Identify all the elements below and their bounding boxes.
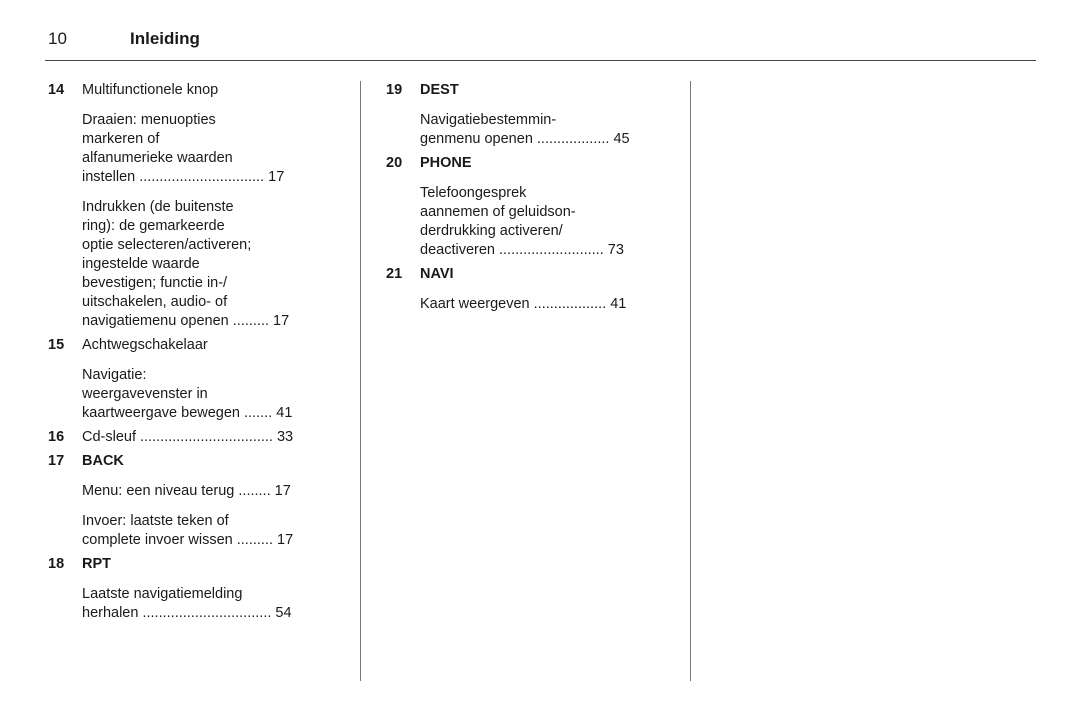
entry-paragraph — [82, 585, 344, 623]
entry-line: Navigatie: — [82, 367, 147, 383]
entry-body — [82, 555, 344, 623]
toc-content — [0, 81, 1078, 681]
entry-line: complete invoer wissen ......... 17 — [82, 532, 294, 548]
entry-label: Achtwegschakelaar — [82, 337, 208, 353]
entry-body — [82, 428, 344, 447]
toc-column-1 — [48, 81, 360, 681]
entry-line: deactiveren .......................... 73 — [420, 242, 624, 258]
entry-line: uitschakelen, audio- of — [82, 294, 228, 310]
toc-entry — [48, 81, 344, 331]
entry-line: kaartweergave bewegen ....... 41 — [82, 405, 293, 421]
entry-body — [82, 336, 344, 423]
entry-label: PHONE — [420, 155, 472, 171]
entry-paragraph — [82, 198, 344, 331]
entry-number: 14 — [48, 82, 65, 98]
toc-column-2 — [361, 81, 690, 681]
toc-entry — [48, 428, 344, 447]
entry-line: Invoer: laatste teken of — [82, 513, 229, 529]
page-header — [0, 0, 1078, 50]
entry-number: 20 — [386, 155, 403, 171]
entry-label: DEST — [420, 82, 459, 98]
entry-line: navigatiemenu openen ......... 17 — [82, 313, 290, 329]
entry-line: herhalen ................................ 54 — [82, 605, 292, 621]
entry-line: weergavevenster in — [82, 386, 208, 402]
entry-line: Draaien: menuopties — [82, 112, 216, 128]
entry-number: 18 — [48, 556, 65, 572]
entry-body — [420, 265, 675, 314]
entry-paragraph — [82, 482, 344, 501]
entry-line: ring): de gemarkeerde — [82, 218, 225, 234]
entry-body — [420, 81, 675, 149]
entry-line: Telefoongesprek — [420, 185, 527, 201]
entry-paragraph — [420, 295, 675, 314]
section-title: Inleiding — [130, 29, 200, 48]
entry-body — [82, 452, 344, 550]
entry-line: instellen ............................... 17 — [82, 169, 285, 185]
entry-line: bevestigen; functie in-/ — [82, 275, 228, 291]
entry-line: alfanumerieke waarden — [82, 150, 233, 166]
entry-paragraph — [420, 184, 675, 260]
entry-label: RPT — [82, 556, 111, 572]
entry-line: markeren of — [82, 131, 160, 147]
toc-entry — [386, 81, 675, 149]
entry-line: genmenu openen .................. 45 — [420, 131, 630, 147]
header-rule — [45, 60, 1036, 61]
entry-line: optie selecteren/activeren; — [82, 237, 252, 253]
toc-entry — [48, 555, 344, 623]
entry-number: 19 — [386, 82, 403, 98]
entry-line: Laatste navigatiemelding — [82, 586, 243, 602]
entry-number: 17 — [48, 453, 65, 469]
entry-body — [82, 81, 344, 331]
entry-line: Navigatiebestemmin- — [420, 112, 557, 128]
toc-entry — [48, 336, 344, 423]
entry-number: 21 — [386, 266, 403, 282]
entry-paragraph — [82, 111, 344, 187]
entry-paragraph — [420, 111, 675, 149]
toc-entry — [48, 452, 344, 550]
page-number: 10 — [48, 29, 67, 48]
entry-line: ingestelde waarde — [82, 256, 200, 272]
entry-number: 16 — [48, 429, 65, 445]
toc-entry — [386, 154, 675, 260]
entry-line: Indrukken (de buitenste — [82, 199, 234, 215]
entry-label: Multifunctionele knop — [82, 82, 219, 98]
entry-label: Cd-sleuf ................................. 33 — [82, 429, 294, 445]
entry-line: derdrukking activeren/ — [420, 223, 563, 239]
entry-label: BACK — [82, 453, 124, 469]
entry-line: aannemen of geluidson- — [420, 204, 576, 220]
entry-line: Menu: een niveau terug ........ 17 — [82, 483, 291, 499]
empty-column — [691, 81, 1078, 681]
toc-entry — [386, 265, 675, 314]
entry-number: 15 — [48, 337, 65, 353]
entry-paragraph — [82, 366, 344, 423]
entry-label: NAVI — [420, 266, 454, 282]
entry-paragraph — [82, 512, 344, 550]
entry-line: Kaart weergeven .................. 41 — [420, 296, 627, 312]
entry-body — [420, 154, 675, 260]
